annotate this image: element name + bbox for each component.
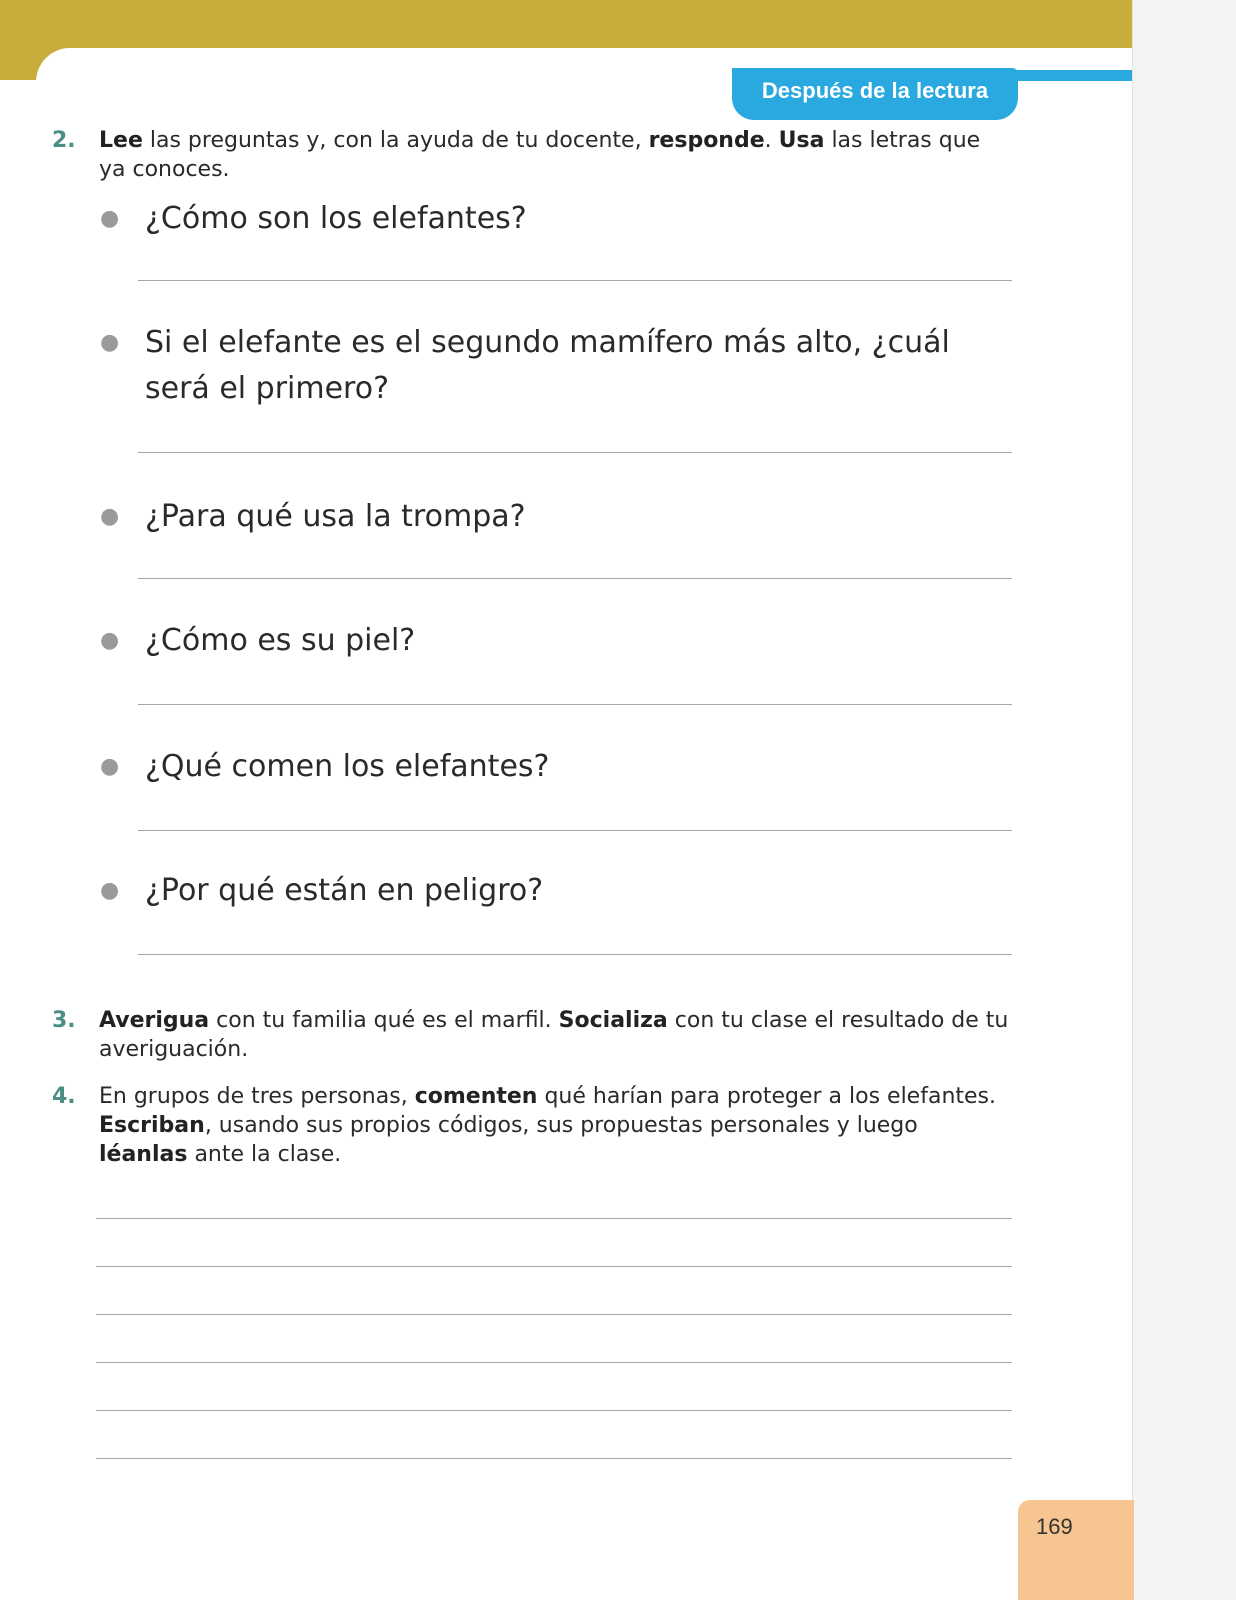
answer-line[interactable]	[138, 280, 1012, 281]
section-tab: Después de la lectura	[732, 68, 1018, 120]
exercise-number: 2.	[52, 128, 76, 153]
question-item	[100, 744, 1020, 790]
bullet-icon: ●	[100, 628, 120, 653]
bullet-icon: ●	[100, 206, 120, 231]
question-item	[100, 494, 1020, 540]
question-text: Si el elefante es el segundo mamífero más alto, ¿cuál será el primero?	[145, 325, 950, 406]
answer-line[interactable]	[138, 954, 1012, 955]
question-text: ¿Cómo son los elefantes?	[145, 201, 527, 236]
answer-line[interactable]	[138, 452, 1012, 453]
writing-line[interactable]	[96, 1410, 1012, 1411]
exercise-number: 4.	[52, 1084, 76, 1109]
writing-line[interactable]	[96, 1218, 1012, 1219]
question-text: ¿Por qué están en peligro?	[145, 873, 544, 908]
bullet-icon: ●	[100, 330, 120, 355]
question-text: ¿Cómo es su piel?	[145, 623, 416, 658]
writing-line[interactable]	[96, 1314, 1012, 1315]
answer-line[interactable]	[138, 830, 1012, 831]
exercise-instruction: Averigua con tu familia qué es el marfil. Socializa con tu clase el resultado de tu averiguación.	[99, 1008, 1009, 1062]
bullet-icon: ●	[100, 504, 120, 529]
answer-line[interactable]	[138, 578, 1012, 579]
question-item	[100, 320, 1020, 412]
exercise-number: 3.	[52, 1008, 76, 1033]
exercise-instruction: En grupos de tres personas, comenten qué harían para proteger a los elefantes. Escriban, usando sus propios códigos, sus propuestas personales y luego léanlas ante la clase.	[99, 1084, 997, 1167]
question-item	[100, 196, 1020, 242]
answer-line[interactable]	[138, 704, 1012, 705]
writing-line[interactable]	[96, 1266, 1012, 1267]
writing-line[interactable]	[96, 1458, 1012, 1459]
question-text: ¿Para qué usa la trompa?	[145, 499, 526, 534]
question-item	[100, 868, 1020, 914]
section-rule	[1000, 70, 1132, 81]
page-edge	[1132, 0, 1236, 1600]
bullet-icon: ●	[100, 754, 120, 779]
question-text: ¿Qué comen los elefantes?	[145, 749, 550, 784]
page-number: 169	[1036, 1514, 1073, 1539]
bullet-icon: ●	[100, 878, 120, 903]
exercise-2	[52, 126, 1012, 184]
exercise-3	[52, 1006, 1012, 1064]
exercise-instruction: Lee las preguntas y, con la ayuda de tu docente, responde. Usa las letras que ya conoces.	[99, 128, 981, 182]
writing-line[interactable]	[96, 1362, 1012, 1363]
question-item	[100, 618, 1020, 664]
exercise-4	[52, 1082, 1012, 1169]
